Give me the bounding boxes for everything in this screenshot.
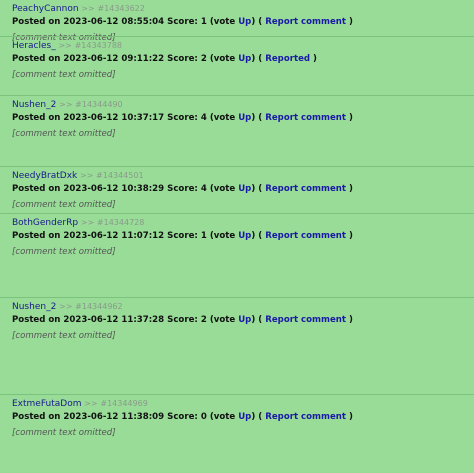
comment-id[interactable]: #14343788	[74, 41, 122, 50]
comment-score: 2	[200, 54, 207, 64]
comment-header	[12, 301, 464, 313]
comment-header	[12, 398, 464, 410]
report-open: (	[258, 113, 263, 123]
comment-body: [comment text omitted]	[12, 428, 116, 438]
report-comment-link[interactable]: Report comment	[265, 113, 347, 123]
comment-header	[12, 217, 464, 229]
vote-open: (vote	[209, 315, 236, 325]
comment-meta	[12, 112, 464, 124]
comment-username[interactable]: Heracles_	[12, 41, 56, 51]
score-label: Score:	[167, 315, 198, 325]
posted-prefix: Posted on	[12, 412, 61, 422]
posted-prefix: Posted on	[12, 113, 61, 123]
report-comment-link[interactable]: Report comment	[265, 412, 347, 422]
report-comment-link[interactable]: Reported	[265, 54, 311, 64]
comment-id[interactable]: #14343622	[97, 4, 145, 13]
comment-meta	[12, 230, 464, 242]
comment-post	[0, 166, 474, 213]
vote-open: (vote	[209, 113, 236, 123]
comment-score: 4	[200, 184, 207, 194]
report-open: (	[258, 17, 263, 27]
vote-close: )	[251, 412, 256, 422]
report-open: (	[258, 184, 263, 194]
vote-close: )	[251, 113, 256, 123]
report-close: )	[349, 412, 353, 422]
score-label: Score:	[167, 184, 198, 194]
comment-header	[12, 3, 464, 15]
comment-header	[12, 170, 464, 182]
posted-prefix: Posted on	[12, 17, 61, 27]
reply-arrow: >>	[58, 41, 72, 50]
score-label: Score:	[167, 17, 198, 27]
comment-date: 2023-06-12 10:37:17	[63, 113, 165, 123]
comment-meta	[12, 314, 464, 326]
comment-date: 2023-06-12 10:38:29	[63, 184, 165, 194]
vote-open: (vote	[209, 17, 236, 27]
vote-open: (vote	[209, 412, 236, 422]
vote-up-link[interactable]: Up	[238, 184, 252, 194]
report-close: )	[349, 231, 353, 241]
comment-id[interactable]: #14344728	[96, 218, 145, 227]
comment-date: 2023-06-12 11:37:28	[63, 315, 165, 325]
vote-up-link[interactable]: Up	[238, 113, 252, 123]
comment-username[interactable]: PeachyCannon	[12, 4, 79, 14]
report-comment-link[interactable]: Report comment	[265, 231, 347, 241]
report-comment-link[interactable]: Report comment	[265, 17, 347, 27]
comment-post	[0, 36, 474, 95]
vote-up-link[interactable]: Up	[238, 231, 252, 241]
comment-score: 4	[200, 113, 207, 123]
comment-score: 1	[200, 231, 207, 241]
comment-score: 2	[200, 315, 207, 325]
report-close: )	[313, 54, 317, 64]
comment-body: [comment text omitted]	[12, 247, 116, 257]
vote-up-link[interactable]: Up	[238, 54, 252, 64]
comment-id[interactable]: #14344501	[96, 171, 144, 180]
comment-id[interactable]: #14344969	[100, 399, 148, 408]
comment-body: [comment text omitted]	[12, 70, 116, 80]
comment-header	[12, 99, 464, 111]
report-comment-link[interactable]: Report comment	[265, 315, 347, 325]
report-comment-link[interactable]: Report comment	[265, 184, 347, 194]
score-label: Score:	[167, 54, 198, 64]
report-close: )	[349, 184, 353, 194]
report-close: )	[349, 315, 353, 325]
reply-arrow: >>	[59, 100, 73, 109]
comment-username[interactable]: Nushen_2	[12, 100, 57, 110]
comment-meta	[12, 183, 464, 195]
vote-open: (vote	[209, 231, 236, 241]
vote-up-link[interactable]: Up	[238, 315, 252, 325]
vote-open: (vote	[209, 54, 236, 64]
vote-open: (vote	[209, 184, 236, 194]
comment-meta	[12, 16, 464, 28]
comment-date: 2023-06-12 09:11:22	[63, 54, 165, 64]
report-open: (	[258, 315, 263, 325]
comment-header	[12, 40, 464, 52]
reply-arrow: >>	[79, 171, 94, 180]
vote-close: )	[251, 54, 256, 64]
comment-post	[0, 394, 474, 473]
score-label: Score:	[167, 412, 198, 422]
comment-score: 1	[200, 17, 207, 27]
comment-username[interactable]: ExtmeFutaDom	[12, 399, 82, 409]
comment-post	[0, 297, 474, 394]
comment-score: 0	[200, 412, 207, 422]
comment-post	[0, 0, 474, 43]
report-close: )	[349, 17, 353, 27]
vote-close: )	[251, 231, 256, 241]
score-label: Score:	[167, 231, 198, 241]
reply-arrow: >>	[84, 399, 98, 408]
comment-date: 2023-06-12 08:55:04	[63, 17, 165, 27]
comment-meta	[12, 53, 464, 65]
report-open: (	[258, 412, 263, 422]
comment-body: [comment text omitted]	[12, 33, 116, 43]
comment-post	[0, 95, 474, 166]
vote-close: )	[251, 17, 256, 27]
posted-prefix: Posted on	[12, 231, 61, 241]
comment-body: [comment text omitted]	[12, 331, 116, 341]
posted-prefix: Posted on	[12, 54, 61, 64]
comment-meta	[12, 411, 464, 423]
vote-up-link[interactable]: Up	[238, 412, 252, 422]
vote-up-link[interactable]: Up	[238, 17, 252, 27]
comment-body: [comment text omitted]	[12, 200, 116, 210]
comment-date: 2023-06-12 11:07:12	[63, 231, 165, 241]
report-open: (	[258, 231, 263, 241]
reply-arrow: >>	[81, 4, 95, 13]
report-close: )	[349, 113, 353, 123]
comment-id[interactable]: #14344962	[75, 302, 123, 311]
comment-username[interactable]: NeedyBratDxk	[12, 171, 78, 181]
vote-close: )	[251, 315, 256, 325]
reply-arrow: >>	[80, 218, 95, 227]
score-label: Score:	[167, 113, 198, 123]
comment-date: 2023-06-12 11:38:09	[63, 412, 165, 422]
comment-id[interactable]: #14344490	[75, 100, 123, 109]
comment-post	[0, 213, 474, 297]
vote-close: )	[251, 184, 256, 194]
comment-username[interactable]: Nushen_2	[12, 302, 57, 312]
report-open: (	[258, 54, 263, 64]
comment-username[interactable]: BothGenderRp	[12, 218, 79, 228]
posted-prefix: Posted on	[12, 184, 61, 194]
posted-prefix: Posted on	[12, 315, 61, 325]
reply-arrow: >>	[59, 302, 73, 311]
comment-body: [comment text omitted]	[12, 129, 116, 139]
